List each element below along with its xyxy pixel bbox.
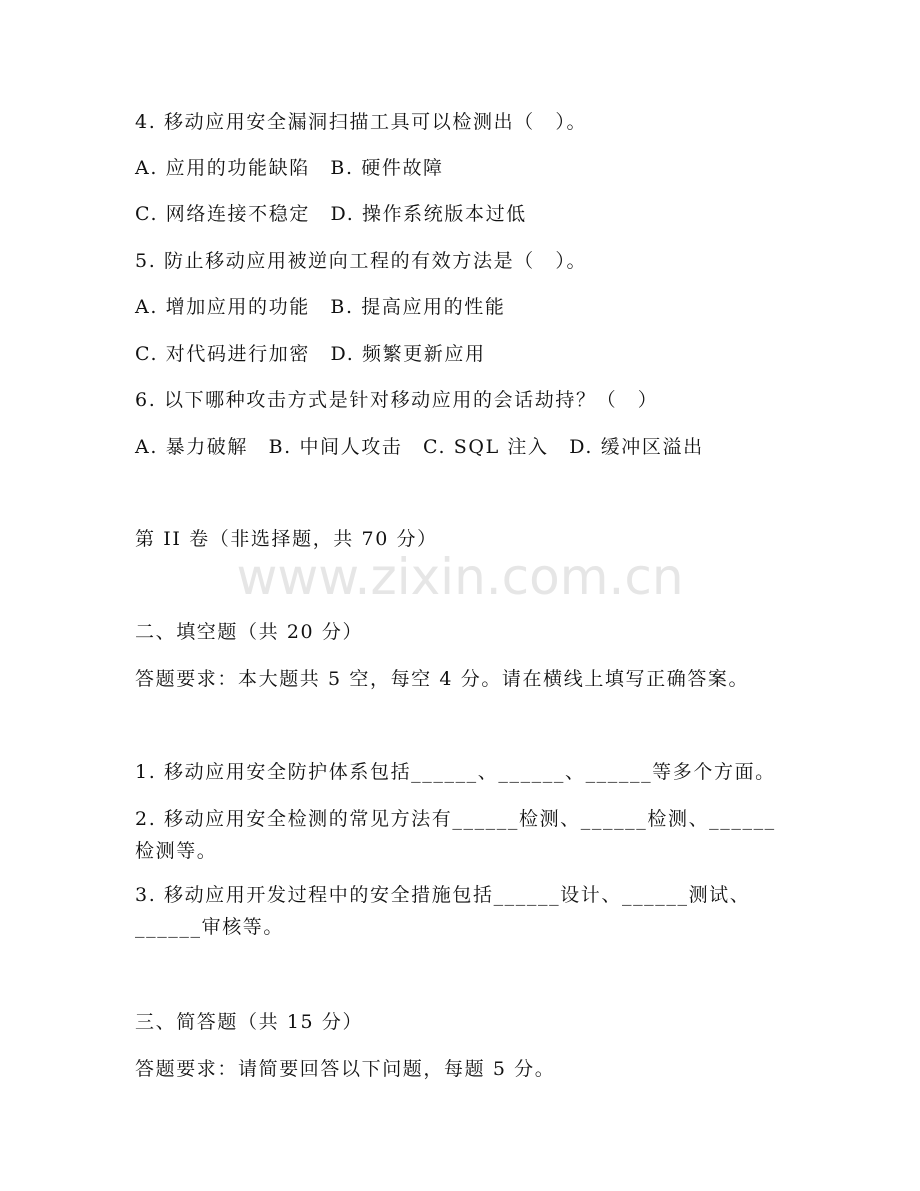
question-5-options-ab: A. 增加应用的功能 B. 提高应用的性能 xyxy=(135,296,506,318)
question-4-options-cd: C. 网络连接不稳定 D. 操作系统版本过低 xyxy=(135,203,527,225)
question-6-options: A. 暴力破解 B. 中间人攻击 C. SQL 注入 D. 缓冲区溢出 xyxy=(135,436,704,458)
fill-blank-item-1: 1. 移动应用安全防护体系包括______、______、______等多个方面。 xyxy=(135,761,776,783)
question-5-stem: 5. 防止移动应用被逆向工程的有效方法是（ ）。 xyxy=(135,250,588,272)
question-4-stem: 4. 移动应用安全漏洞扫描工具可以检测出（ ）。 xyxy=(135,111,588,133)
fill-blank-heading: 二、填空题（共 20 分） xyxy=(135,621,364,643)
fill-blank-instruction: 答题要求：本大题共 5 空，每空 4 分。请在横线上填写正确答案。 xyxy=(135,668,750,690)
fill-blank-item-2-line-1: 2. 移动应用安全检测的常见方法有______检测、______检测、______ xyxy=(135,808,776,830)
fill-blank-item-3-line-2: ______审核等。 xyxy=(135,916,285,938)
question-6-stem: 6. 以下哪种攻击方式是针对移动应用的会话劫持？（ ） xyxy=(135,389,659,411)
fill-blank-item-2-line-2: 检测等。 xyxy=(135,840,218,862)
short-answer-instruction: 答题要求：请简要回答以下问题，每题 5 分。 xyxy=(135,1058,556,1080)
part-2-title: 第 II 卷（非选择题，共 70 分） xyxy=(135,528,438,550)
short-answer-heading: 三、简答题（共 15 分） xyxy=(135,1011,364,1033)
fill-blank-item-3-line-1: 3. 移动应用开发过程中的安全措施包括______设计、______测试、 xyxy=(135,884,751,906)
question-5-options-cd: C. 对代码进行加密 D. 频繁更新应用 xyxy=(135,343,486,365)
question-4-options-ab: A. 应用的功能缺陷 B. 硬件故障 xyxy=(135,157,444,179)
watermark: www.zixin.com.cn xyxy=(236,548,684,606)
